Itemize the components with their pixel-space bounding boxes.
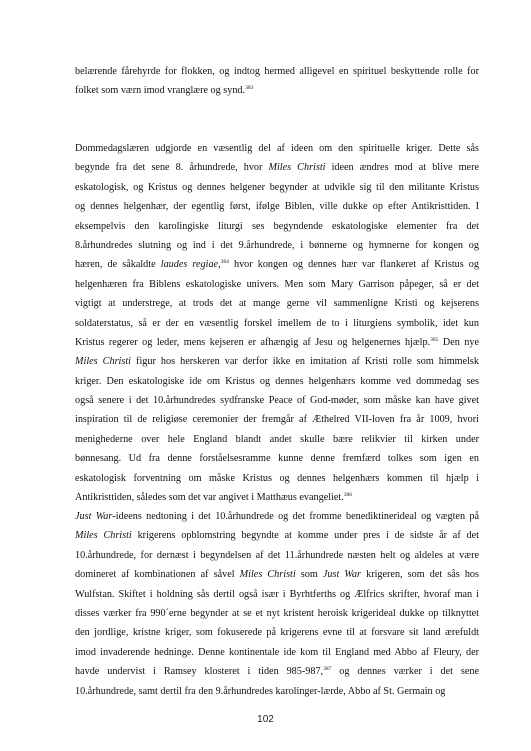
italic-term: Miles Christi <box>268 162 326 174</box>
text-segment: og dennes helgenhær, der egentlig først, ifølge Biblen, ville dukke op efter Antikristtiden. I <box>75 201 479 213</box>
text-line <box>75 197 479 216</box>
text-segment: domineret af kombinationen af såvel <box>75 569 240 581</box>
text-line <box>75 255 479 274</box>
text-segment: Antikristtiden, således som det var angivet i Matthæus evangeliet. <box>75 492 344 504</box>
text-segment: 10.århundrede, for dernæst i begyndelsen af det 11.århundrede næsten helt og aldeles at være <box>75 549 479 561</box>
footnote-ref: 385 <box>430 336 439 343</box>
text-segment: belærende fårehyrde for flokken, og indtog hermed alligevel en spirituel beskyttende rolle for <box>75 66 479 77</box>
text-line <box>75 507 479 526</box>
text-segment: helgenhæren fra Biblens eskatologiske univers. Men som Mary Garrison påpeger, så er det <box>75 278 479 290</box>
text-segment: Dommedagslæren udgjorde en væsentlig del af ideen om den spirituelle kriger. Dette sås <box>75 143 479 154</box>
text-line <box>75 604 479 623</box>
text-line <box>75 643 479 662</box>
text-segment: 10.århundrede, samt dertil fra den 9.århundredes karolinger-lærde, Abbo af St. Germain og <box>75 685 446 697</box>
text-line <box>75 178 479 197</box>
text-line <box>75 81 479 100</box>
text-segment: eskatologisk forventning om måske Kristus og dennes helgenhærs kommen til hjælp i <box>75 472 479 484</box>
text-segment: også senere i det 10.århundredes sydfranske Peace of God-møder, som måske kan have givet <box>75 395 479 407</box>
italic-term: Miles Christi <box>75 356 131 368</box>
text-line <box>75 62 479 81</box>
text-line <box>75 372 479 391</box>
text-line <box>75 682 479 701</box>
text-line <box>75 391 479 410</box>
page-number: 102 <box>257 714 274 725</box>
text-segment: figur hos herskeren var derfor ikke en imitation af Kristi rolle som himmelsk <box>131 356 479 368</box>
text-line <box>75 546 479 565</box>
text-segment: ideen ændres mod at blive mere <box>325 162 479 174</box>
text-segment: soldaterstatus, så er der en væsentlig forskel imellem de to i liturgiens symbolik, idet kun <box>75 317 479 329</box>
text-line <box>75 662 479 681</box>
text-line <box>75 585 479 604</box>
paragraph-2 <box>75 139 479 507</box>
text-segment: den jordlige, kristne kriger, som fokuserede på krigerens evne til at forsvare sit land ærefuldt <box>75 627 479 639</box>
text-line <box>75 488 479 507</box>
text-segment: bønnesang. Ud fra denne forståelsesramme kunne denne fremfærd tolkes som igen en <box>75 453 479 465</box>
italic-term: Just War <box>322 569 361 581</box>
text-segment: hvor kongen og dennes hær var flankeret af Kristus og <box>228 259 479 271</box>
paragraph-3 <box>75 507 479 701</box>
paragraph-1 <box>75 62 479 101</box>
text-line <box>75 294 479 313</box>
footnote-ref: 383 <box>245 85 254 92</box>
text-segment: begynde fra det sene 8. århundrede, hvor <box>75 162 269 174</box>
text-line <box>75 565 479 584</box>
text-segment: menighederne over hele England blandt andet skulle bære relikvier til kirken under <box>75 433 479 445</box>
text-line <box>75 410 479 429</box>
text-segment: -ideens nedtoning i det 10.århundrede og det fromme benediktinerideal og vægten på <box>112 511 479 522</box>
italic-term: Just War <box>75 511 113 522</box>
footnote-ref: 386 <box>343 492 353 499</box>
footnote-ref: 384 <box>220 259 229 266</box>
text-line <box>75 526 479 545</box>
text-segment: og dennes værker i det sene <box>331 666 479 678</box>
footnote-ref: 387 <box>323 666 332 673</box>
text-line <box>75 314 479 333</box>
text-line <box>75 352 479 371</box>
text-segment: imod invaderende hedninge. Denne kontinentale ide kom til England med Abbo af Fleury, der <box>75 646 479 658</box>
text-segment: disses værker fra 990´erne begynder at se et nyt kristent heroisk krigerideal dukke op tilknyttet <box>75 607 479 619</box>
text-line <box>75 275 479 294</box>
text-line <box>75 236 479 255</box>
text-segment: havde undervist i Ramsey klosteret i tiden 985-987, <box>75 666 324 678</box>
text-segment: Kristus regerer og leder, mens kejseren er afhængig af Jesu og helgenernes hjælp. <box>75 336 431 348</box>
text-segment: krigeren, som det sås hos <box>361 569 479 581</box>
italic-term: Miles Christi <box>239 569 296 581</box>
text-segment: hæren, de såkaldte <box>75 259 161 271</box>
text-line <box>75 158 479 177</box>
text-line <box>75 449 479 468</box>
text-segment: Den nye <box>438 336 479 348</box>
text-segment: 8.århundredes slutning og ind i det 9.århundrede, i bønnerne og hymnerne for kongen og <box>75 239 479 251</box>
text-line <box>75 217 479 236</box>
text-segment: vigtigt at understrege, at trods det at mange gerne vil sammenligne Kristi og kejserens <box>75 298 479 310</box>
text-line <box>75 139 479 158</box>
text-line <box>75 430 479 449</box>
italic-term: laudes regiae, <box>160 259 221 271</box>
text-line <box>75 623 479 642</box>
text-segment: eksempelvis den karolingiske liturgi ses begyndende eskatologiske elementer fra det <box>75 220 479 232</box>
text-segment: eskatologisk, og Kristus og dennes helgener begynder at udvikle sig til den militante Kristus <box>75 181 479 193</box>
text-segment: Wulfstan. Skiftet i holdning sås dertil også især i Byrhtferths og Ælfrics skrifter, hvoraf man i <box>75 588 479 600</box>
text-line <box>75 333 479 352</box>
text-segment: folket som værn imod vranglære og synd. <box>75 85 246 97</box>
text-segment: som <box>295 569 323 581</box>
text-segment: krigerens opblomstring begyndte at komme under pres i de sidste år af det <box>131 530 479 542</box>
text-segment: kriger. Den eskatologiske ide om Kristus og dennes helgenhærs komme ved dommedag ses <box>75 375 479 387</box>
text-segment: inspiration til de religiøse ceremonier der fremgår af Æthelred VII-loven fra år 1009, hvori <box>75 414 479 426</box>
italic-term: Miles Christi <box>75 530 132 542</box>
text-line <box>75 469 479 488</box>
